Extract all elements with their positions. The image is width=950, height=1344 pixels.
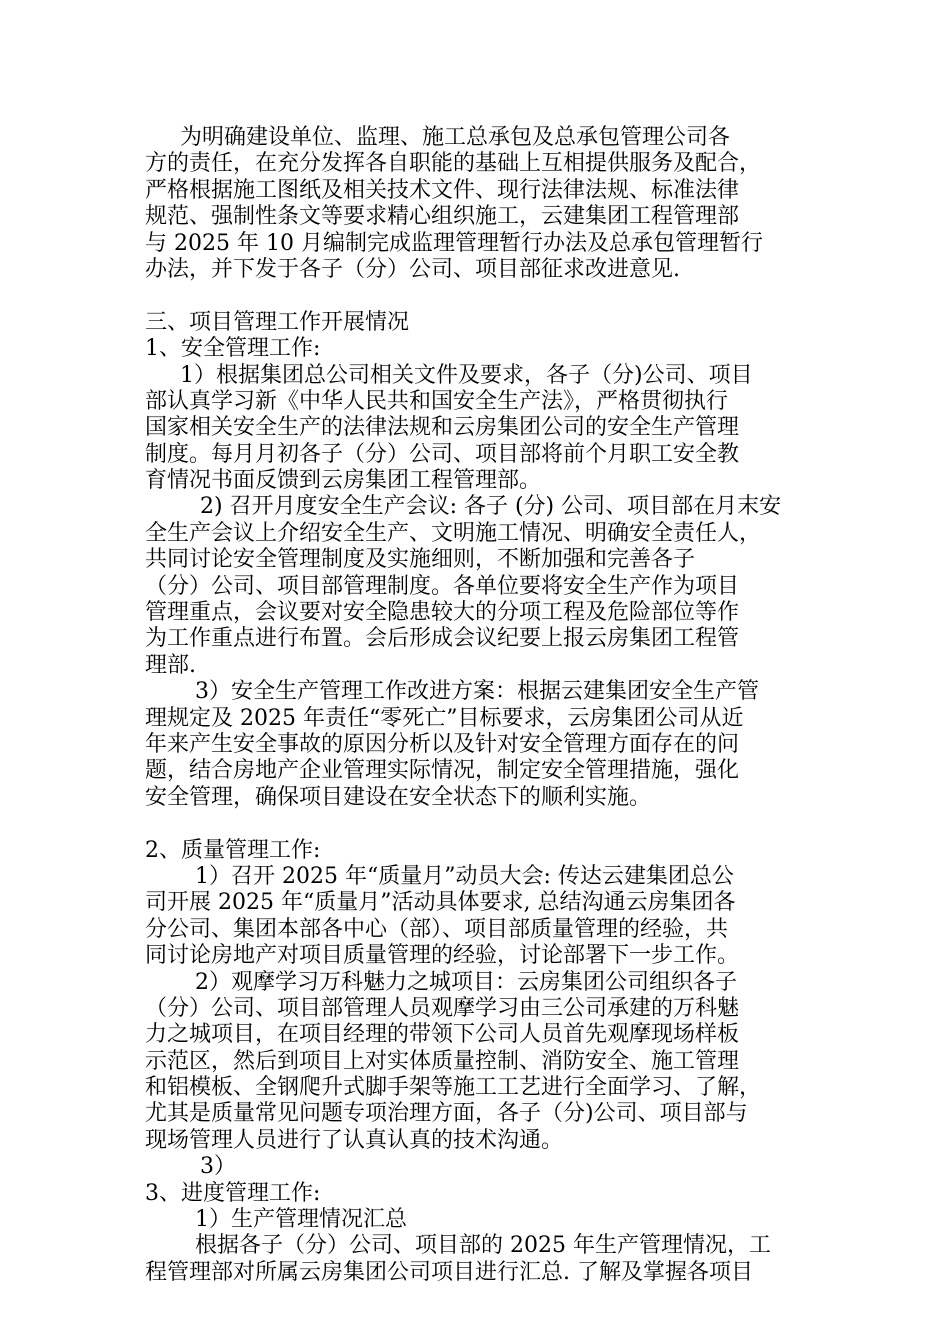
document-page [145,125,817,1286]
text-line: 与 2025 年 10 月编制完成监理管理暂行办法及总承包管理暂行 [145,230,763,256]
text-line: 2) 召开月度安全生产会议: 各子 (分) 公司、项目部在月末安 [200,494,782,520]
text-line: 部认真学习新《中华人民共和国安全生产法》，严格贯彻执行 [145,388,729,414]
quality-paragraph-1 [145,864,817,970]
text-line: 示范区，然后到项目上对实体质量控制、消防安全、施工管理 [145,1048,740,1074]
text-line: 司开展 2025 年“质量月”活动具体要求, 总结沟通云房集团各 [145,890,736,916]
text-line: 国家相关安全生产的法律法规和云房集团公司的安全生产管理 [145,415,740,441]
subsection-heading-progress: 3、进度管理工作: [145,1180,321,1206]
intro-paragraph [145,125,817,283]
text-line: 程管理部对所属云房集团公司项目进行汇总. 了解及掌握各项目 [145,1259,753,1285]
spacer [145,811,817,837]
text-line: 规范、强制性条文等要求精心组织施工，云建集团工程管理部 [145,204,740,230]
text-line: 3）安全生产管理工作改进方案：根据云建集团安全生产管 [195,679,759,705]
text-line: 现场管理人员进行了认真认真的技术沟通。 [145,1127,564,1153]
quality-item-3: 3） [200,1154,236,1180]
text-line: 2）观摩学习万科魅力之城项目：云房集团公司组织各子 [195,969,737,995]
text-line: 题，结合房地产企业管理实际情况，制定安全管理措施，强化 [145,758,740,784]
quality-paragraph-2 [145,970,817,1155]
spacer [145,283,817,309]
text-line: 分公司、集团本部各中心（部）、项目部质量管理的经验，共 [145,916,729,942]
safety-paragraph-1 [145,363,817,495]
text-line: 管理重点，会议要对安全隐患较大的分项工程及危险部位等作 [145,600,740,626]
text-line: 根据各子（分）公司、项目部的 2025 年生产管理情况，工 [195,1233,771,1259]
text-line: 为工作重点进行布置。会后形成会议纪要上报云房集团工程管 [145,626,740,652]
text-line: （分）公司、项目部管理制度。各单位要将安全生产作为项目 [145,573,740,599]
subsection-heading-quality: 2、质量管理工作: [145,837,321,863]
text-line: 全生产会议上介绍安全生产、文明施工情况、明确安全责任人， [145,520,762,546]
text-line: 制度。每月月初各子（分）公司、项目部将前个月职工安全教 [145,441,740,467]
text-line: 方的责任，在充分发挥各自职能的基础上互相提供服务及配合， [145,151,762,177]
text-line: 理部. [145,652,196,678]
text-line: 为明确建设单位、监理、施工总承包及总承包管理公司各 [180,125,731,150]
subsection-heading-safety: 1、安全管理工作: [145,336,321,362]
progress-subheading: 1）生产管理情况汇总 [195,1207,407,1233]
safety-paragraph-2 [145,494,817,679]
text-line: 尤其是质量常见问题专项治理方面，各子（分)公司、项目部与 [145,1101,748,1127]
text-line: 严格根据施工图纸及相关技术文件、现行法律法规、标准法律 [145,177,740,203]
text-line: 和铝模板、全钢爬升式脚手架等施工工艺进行全面学习、了解， [145,1075,762,1101]
text-line: 1）根据集团总公司相关文件及要求，各子（分)公司、项目 [180,362,753,388]
text-line: （分）公司、项目部管理人员观摩学习由三公司承建的万科魅 [145,995,740,1021]
text-line: 年来产生安全事故的原因分析以及针对安全管理方面存在的问 [145,731,740,757]
progress-paragraph-1 [145,1233,817,1286]
text-line: 办法，并下发于各子（分）公司、项目部征求改进意见. [145,256,680,282]
text-line: 力之城项目，在项目经理的带领下公司人员首先观摩现场样板 [145,1022,740,1048]
text-line: 同讨论房地产对项目质量管理的经验，讨论部署下一步工作。 [145,943,740,969]
safety-paragraph-3 [145,679,817,811]
section-heading: 三、项目管理工作开展情况 [145,309,410,335]
text-line: 育情况书面反馈到云房集团工程管理部。 [145,468,542,494]
text-line: 理规定及 2025 年责任“零死亡”目标要求，云房集团公司从近 [145,705,744,731]
text-line: 安全管理，确保项目建设在安全状态下的顺利实施。 [145,784,652,810]
text-line: 1）召开 2025 年“质量月”动员大会: 传达云建集团总公 [195,863,734,889]
text-line: 共同讨论安全管理制度及实施细则，不断加强和完善各子 [145,547,696,573]
